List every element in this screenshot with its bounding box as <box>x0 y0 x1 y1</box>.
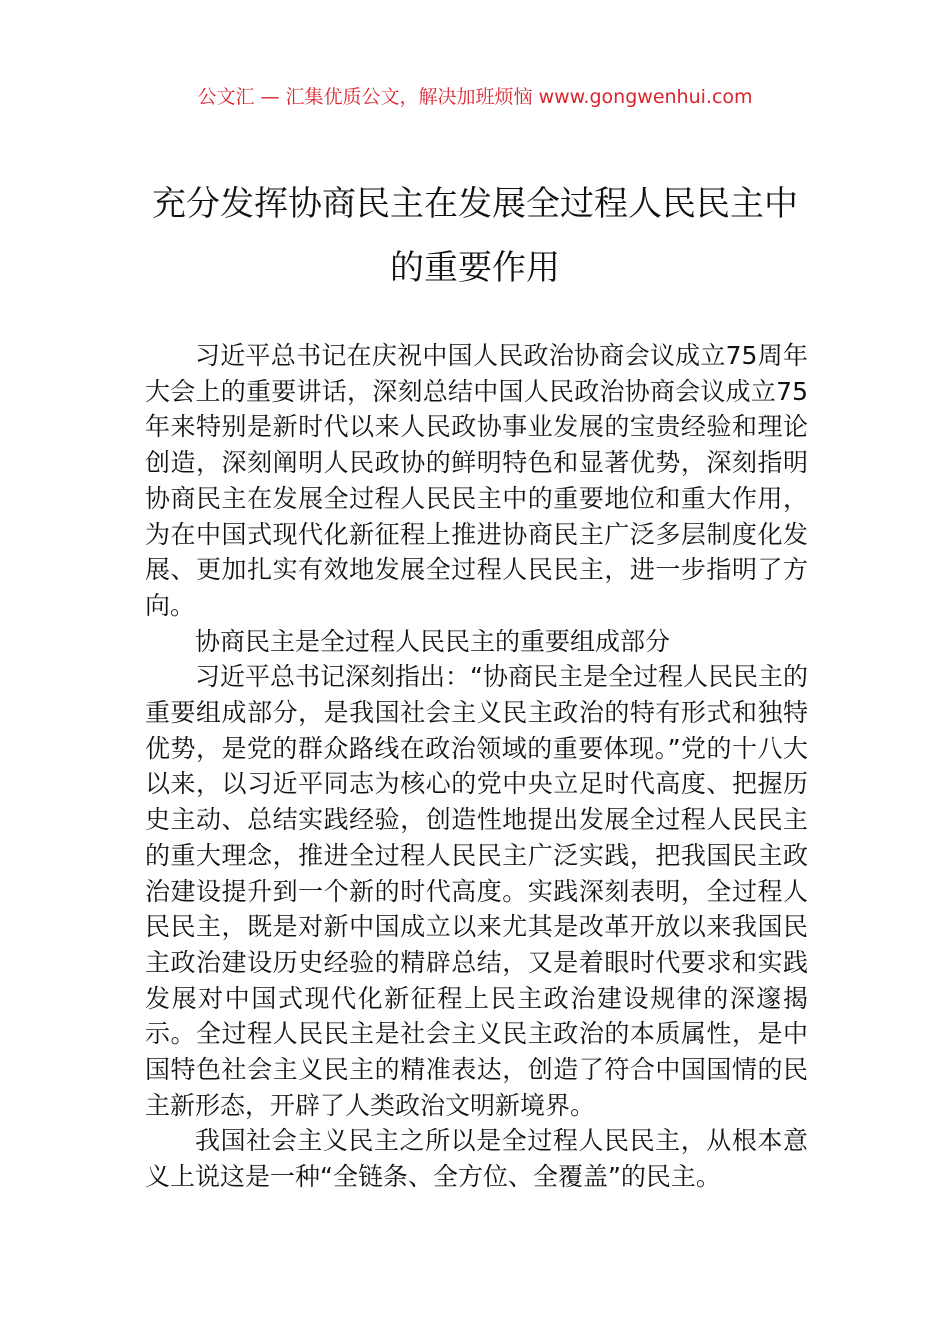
document-title: 充分发挥协商民主在发展全过程人民民主中的重要作用 <box>152 184 798 288</box>
section-heading: 协商民主是全过程人民民主的重要组成部分 <box>195 626 671 656</box>
header-banner: 公文汇 — 汇集优质公文，解决加班烦恼 www.gongwenhui.com <box>197 86 753 108</box>
paragraph-section-2: 我国社会主义民主之所以是全过程人民民主，从根本意义上说这是一种“全链条、全方位、全覆盖”的民主。 <box>145 1126 808 1192</box>
paragraph-intro: 习近平总书记在庆祝中国人民政治协商会议成立75周年大会上的重要讲话，深刻总结中国人民政治协商会议成立75年来特别是新时代以来人民政协事业发展的宝贵经验和理论创造，深刻阐明人民政协的鲜明特色和显著优势，深刻指明协商民主在发展全过程人民民主中的重要地位和重大作用，为在中国式现代化新征程上推进协商民主广泛多层制度化发展、更加扎实有效地发展全过程人民民主，进一步指明了方向。 <box>145 341 808 620</box>
paragraph-section-1: 习近平总书记深刻指出：“协商民主是全过程人民民主的重要组成部分，是我国社会主义民主政治的特有形式和独特优势，是党的群众路线在政治领域的重要体现。”党的十八大以来，以习近平同志为核心的党中央立足时代高度、把握历史主动、总结实践经验，创造性地提出发展全过程人民民主的重大理念，推进全过程人民民主广泛实践，把我国民主政治建设提升到一个新的时代高度。实践深刻表明，全过程人民民主，既是对新中国成立以来尤其是改革开放以来我国民主政治建设历史经验的精辟总结，又是着眼时代要求和实践发展对中国式现代化新征程上民主政治建设规律的深邃揭示。全过程人民民主是社会主义民主政治的本质属性，是中国特色社会主义民主的精准表达，创造了符合中国国情的民主新形态，开辟了人类政治文明新境界。 <box>145 662 808 1120</box>
document-body <box>145 338 808 1195</box>
